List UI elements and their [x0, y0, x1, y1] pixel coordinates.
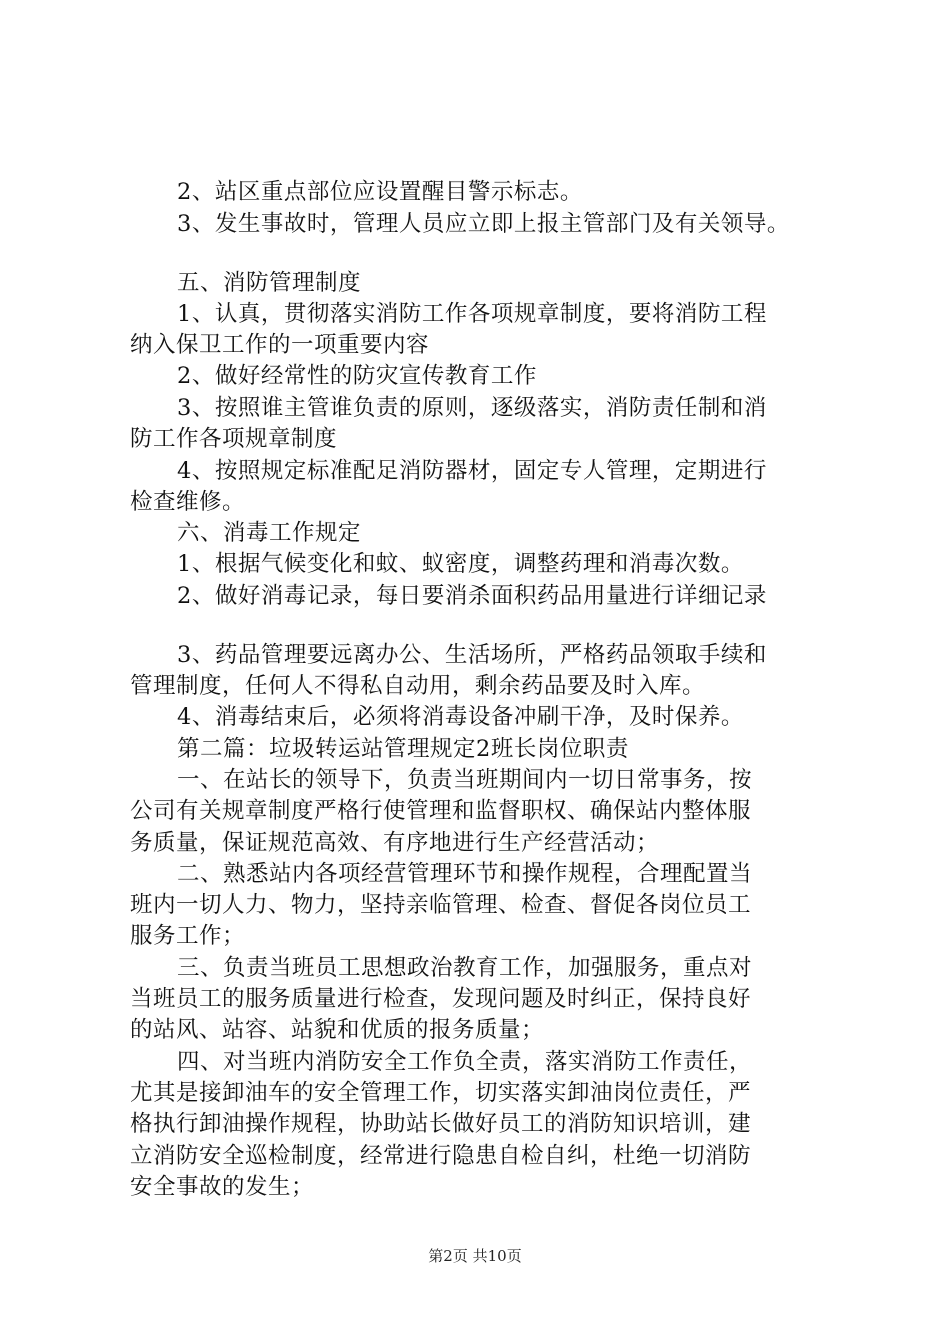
paragraph-line: 管理制度，任何人不得私自动用，剩余药品要及时入库。	[130, 673, 706, 699]
paragraph-line: 1、根据气候变化和蚊、蚁密度，调整药理和消毒次数。	[177, 551, 744, 577]
paragraph-line: 服务工作；	[130, 923, 246, 949]
paragraph-line: 3、发生事故时，管理人员应立即上报主管部门及有关领导。	[177, 211, 790, 237]
paragraph-line: 3、药品管理要远离办公、生活场所，严格药品领取手续和	[177, 642, 767, 668]
section-heading: 五、消防管理制度	[177, 270, 362, 296]
paragraph-line: 务质量，保证规范高效、有序地进行生产经营活动；	[130, 830, 660, 856]
paragraph-line: 四、对当班内消防安全工作负全责，落实消防工作责任，	[177, 1049, 753, 1075]
paragraph-line: 的站风、站容、站貌和优质的报务质量；	[130, 1017, 545, 1043]
chapter-heading: 第二篇：垃圾转运站管理规定2班长岗位职责	[177, 736, 629, 762]
paragraph-line: 1、认真，贯彻落实消防工作各项规章制度，要将消防工程	[177, 301, 767, 327]
paragraph-line: 4、按照规定标准配足消防器材，固定专人管理，定期进行	[177, 458, 767, 484]
paragraph-line: 防工作各项规章制度	[130, 426, 338, 452]
paragraph-line: 公司有关规章制度严格行使管理和监督职权、确保站内整体服	[130, 798, 752, 824]
paragraph-line: 2、做好经常性的防灾宣传教育工作	[177, 363, 537, 389]
paragraph-line: 立消防安全巡检制度，经常进行隐患自检自纠，杜绝一切消防	[130, 1143, 752, 1169]
paragraph-line: 班内一切人力、物力，坚持亲临管理、检查、督促各岗位员工	[130, 892, 752, 918]
paragraph-line: 4、消毒结束后，必须将消毒设备冲刷干净，及时保养。	[177, 704, 744, 730]
paragraph-line: 二、熟悉站内各项经营管理环节和操作规程，合理配置当	[177, 861, 753, 887]
paragraph-line: 一、在站长的领导下，负责当班期间内一切日常事务，按	[177, 767, 753, 793]
paragraph-line: 纳入保卫工作的一项重要内容	[130, 332, 430, 358]
paragraph-line: 2、做好消毒记录，每日要消杀面积药品用量进行详细记录	[177, 583, 767, 609]
paragraph-line: 当班员工的服务质量进行检查，发现问题及时纠正，保持良好	[130, 986, 752, 1012]
paragraph-line: 三、负责当班员工思想政治教育工作，加强服务，重点对	[177, 955, 753, 981]
paragraph-line: 2、站区重点部位应设置醒目警示标志。	[177, 179, 583, 205]
paragraph-line: 尤其是接卸油车的安全管理工作，切实落实卸油岗位责任，严	[130, 1080, 752, 1106]
paragraph-line: 检查维修。	[130, 489, 246, 515]
paragraph-line: 格执行卸油操作规程，协助站长做好员工的消防知识培训，建	[130, 1111, 752, 1137]
page-footer: 第2页 共10页	[428, 1247, 522, 1265]
paragraph-line: 安全事故的发生；	[130, 1174, 315, 1200]
paragraph-line: 3、按照谁主管谁负责的原则，逐级落实，消防责任制和消	[177, 395, 767, 421]
section-heading: 六、消毒工作规定	[177, 520, 362, 546]
